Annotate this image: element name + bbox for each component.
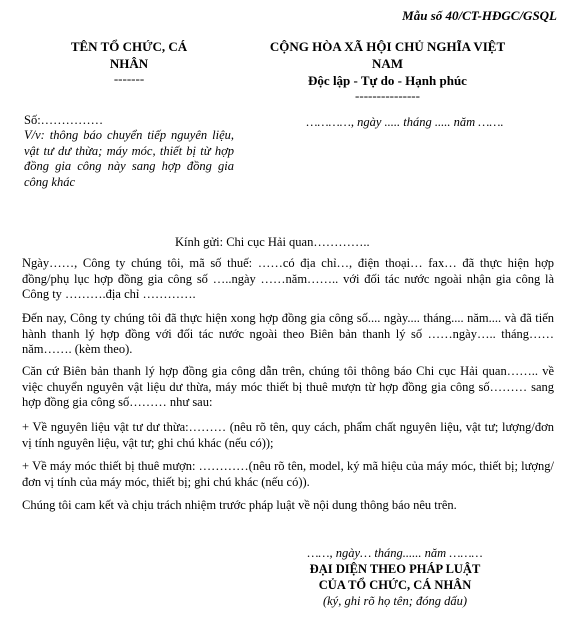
signature-title-line2: CỦA TỔ CHỨC, CÁ NHÂN	[318, 578, 472, 592]
national-motto: Độc lập - Tự do - Hạnh phúc	[308, 73, 467, 88]
paragraph-notification: Căn cứ Biên bản thanh lý hợp đồng gia công dẫn trên, chúng tôi thông báo Chi cục Hải quan…….. về việc chuyển nguyên vật liệu dư thừa, máy móc thiết bị thuê mượn từ hợp đồng gia công số……… sang hợp đồng gia công số……… như sau:	[22, 364, 554, 409]
signature-block	[255, 545, 535, 609]
paragraph-contract-info: Ngày……, Công ty chúng tôi, mã số thuế: ……có địa chỉ…, điện thoại… fax… đã thực hiện hợp đồng/phụ lục hợp đồng gia công số …..ngày ……năm…….. với đối tác nước ngoài nhận gia công là Công ty ……….địa chỉ ………….	[22, 256, 554, 301]
paragraph-commitment: Chúng tôi cam kết và chịu trách nhiệm trước pháp luật về nội dung thông báo nêu trên.	[22, 498, 457, 512]
organization-header	[24, 38, 234, 87]
place-date: …………, ngày ..... tháng ..... năm …….	[306, 115, 504, 129]
salutation: Kính gửi: Chi cục Hải quan…………..	[175, 235, 370, 249]
form-code: Mẫu số 40/CT-HĐGC/GSQL	[402, 8, 557, 23]
document-subject: V/v: thông báo chuyển tiếp nguyên liệu, vật tư dư thừa; máy móc, thiết bị từ hợp đồng gia công này sang hợp đồng gia công khác	[24, 128, 234, 189]
signature-date: ……, ngày… tháng...... năm ………	[307, 546, 483, 560]
signature-title-line1: ĐẠI DIỆN THEO PHÁP LUẬT	[309, 562, 481, 576]
national-separator: ---------------	[355, 88, 420, 103]
organization-separator: -------	[113, 71, 145, 86]
organization-name-line2: NHÂN	[109, 56, 149, 71]
paragraph-liquidation: Đến nay, Công ty chúng tôi đã thực hiện xong hợp đồng gia công số.... ngày.... tháng.... năm.... và đã tiến hành thanh lý hợp đồng với đối tác nước ngoài theo Biên bản thanh lý số ……ngày….. tháng…… năm……. (kèm theo).	[22, 311, 554, 356]
national-title-line1: CỘNG HÒA XÃ HỘI CHỦ NGHĨA VIỆT	[269, 39, 506, 54]
national-header	[225, 38, 550, 104]
paragraph-leased-machinery: + Về máy móc thiết bị thuê mượn: …………(nêu rõ tên, model, ký mã hiệu của máy móc, thiết bị; lượng/đơn vị tính của máy móc, thiết bị; ghi chú khác (nếu có)).	[22, 459, 554, 489]
paragraph-surplus-materials: + Về nguyên liệu vật tư dư thừa:……… (nêu rõ tên, quy cách, phẩm chất nguyên liệu, vật tư; lượng/đơn vị tính nguyên liệu, vật tư; ghi chú khác (nếu có));	[22, 420, 554, 450]
document-number: Số:……………	[24, 113, 104, 127]
organization-name-line1: TÊN TỔ CHỨC, CÁ	[70, 39, 188, 54]
national-title-line2: NAM	[371, 56, 404, 71]
signature-note: (ký, ghi rõ họ tên; đóng dấu)	[322, 594, 468, 608]
